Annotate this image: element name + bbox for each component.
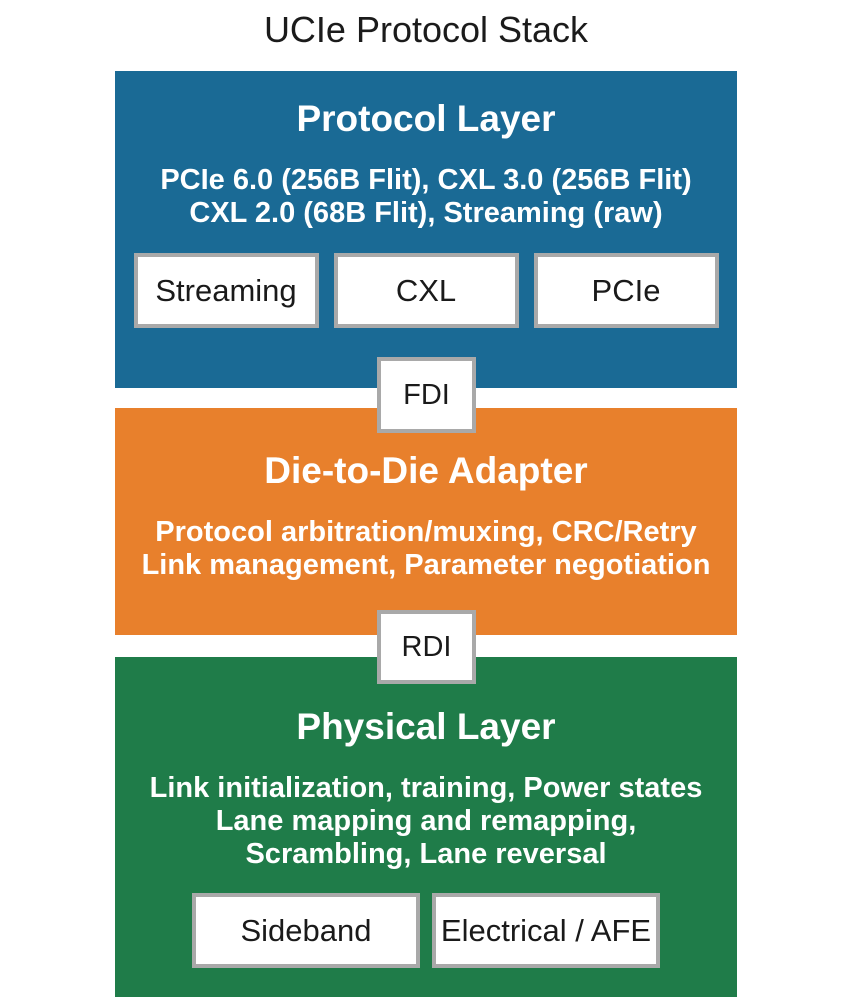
protocol-layer-box-row	[115, 253, 737, 328]
physical-layer-functions-line-3: Scrambling, Lane reversal	[245, 838, 607, 870]
page-title: UCIe Protocol Stack	[263, 9, 589, 50]
physical-layer-functions-line-1: Link initialization, training, Power states	[149, 772, 703, 804]
protocol-layer-protocols-line-2: CXL 2.0 (68B Flit), Streaming (raw)	[189, 197, 663, 229]
cxl-box: CXL	[334, 253, 519, 328]
die-to-die-adapter-functions-line-2: Link management, Parameter negotiation	[141, 549, 711, 581]
protocol-layer-heading: Protocol Layer	[296, 98, 556, 139]
sideband-box: Sideband	[192, 893, 420, 968]
die-to-die-adapter-block	[115, 408, 737, 635]
physical-layer-block	[115, 657, 737, 997]
physical-layer-heading: Physical Layer	[296, 706, 556, 747]
streaming-box: Streaming	[134, 253, 319, 328]
rdi-interface-box: RDI	[377, 610, 476, 684]
die-to-die-adapter-heading: Die-to-Die Adapter	[264, 450, 588, 491]
electrical-afe-box: Electrical / AFE	[432, 893, 660, 968]
physical-layer-box-row	[115, 893, 737, 968]
die-to-die-adapter-functions-line-1: Protocol arbitration/muxing, CRC/Retry	[155, 516, 697, 548]
protocol-layer-block	[115, 71, 737, 388]
protocol-layer-protocols-line-1: PCIe 6.0 (256B Flit), CXL 3.0 (256B Flit)	[160, 164, 692, 196]
fdi-interface-box: FDI	[377, 357, 476, 433]
pcie-box: PCIe	[534, 253, 719, 328]
physical-layer-functions-line-2: Lane mapping and remapping,	[215, 805, 637, 837]
